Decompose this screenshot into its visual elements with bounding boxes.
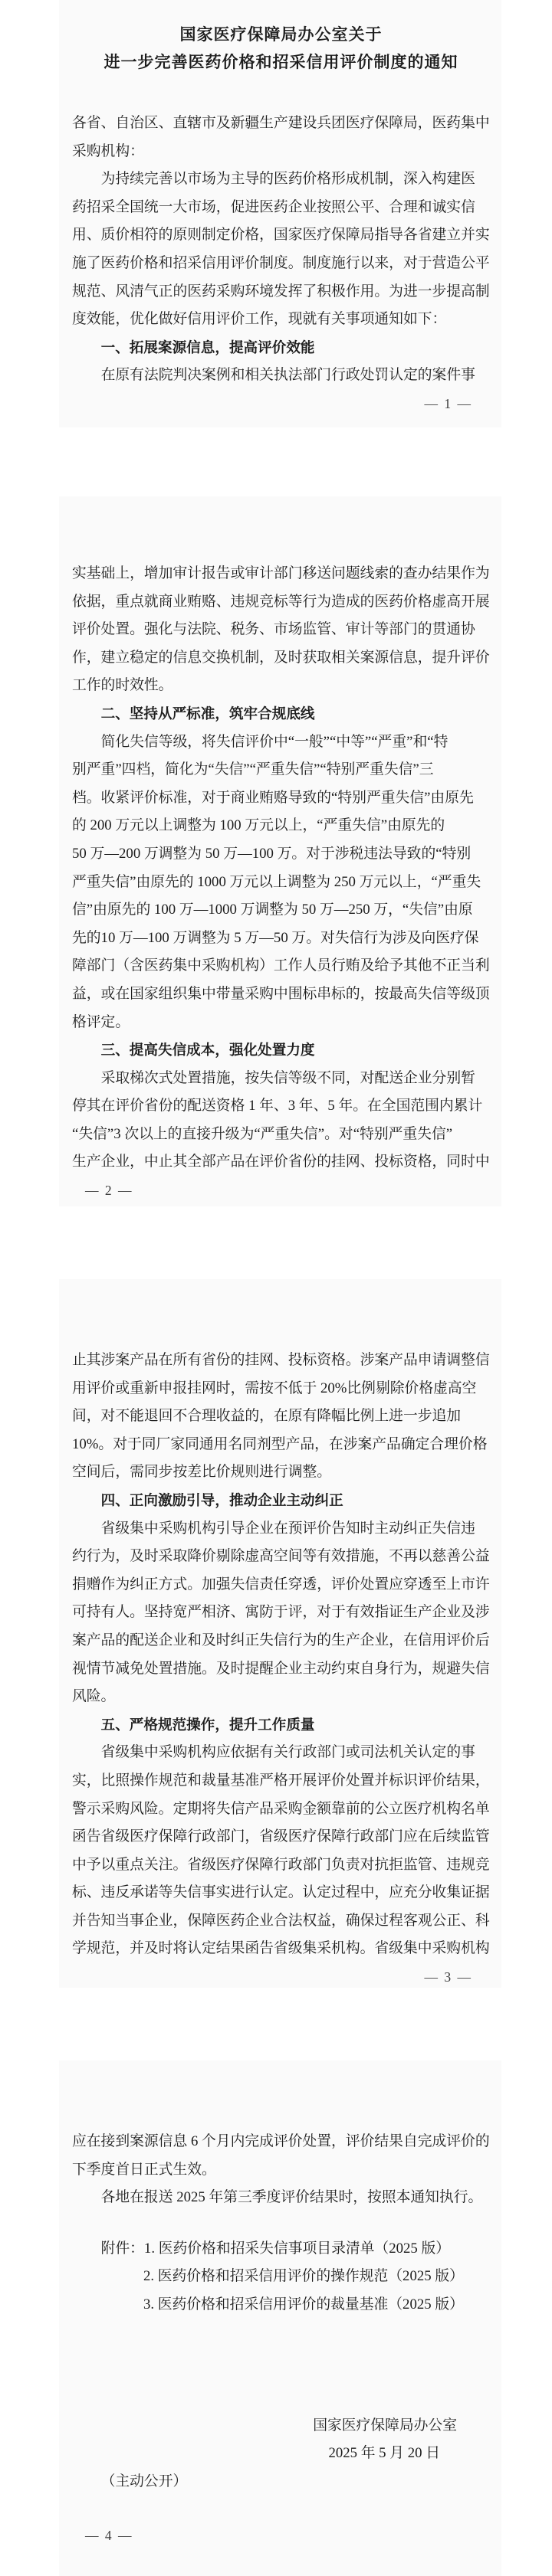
- signature-date: 2025 年 5 月 20 日: [328, 2445, 440, 2462]
- body-line: 实基础上，增加审计报告或审计部门移送问题线索的查办结果作为: [72, 565, 490, 581]
- body-line: 在原有法院判决案例和相关执法部门行政处罚认定的案件事: [100, 367, 475, 384]
- body-line: 各地在报送 2025 年第三季度评价结果时，按照本通知执行。: [100, 2189, 483, 2206]
- page-4: [59, 2060, 501, 2576]
- body-line: “失信”3 次以上的直接升级为“严重失信”。对“特别严重失信”: [72, 1125, 453, 1142]
- body-line: 下季度首日正式生效。: [72, 2161, 216, 2178]
- body-line: 档。收紧评价标准，对于商业贿赂导致的“特别严重失信”由原先: [72, 789, 474, 806]
- body-line: 为持续完善以市场为主导的医药价格形成机制，深入构建医: [100, 171, 475, 188]
- body-line: 评价处置。强化与法院、税务、市场监管、审计等部门的贯通协: [72, 621, 475, 638]
- document-title-line: 国家医疗保障局办公室关于: [179, 25, 383, 44]
- body-line: 用评价或重新申报挂网时，需按不低于 20%比例剔除价格虚高空: [72, 1380, 477, 1396]
- body-line: 作，建立稳定的信息交换机制，及时获取相关案源信息，提升评价: [72, 649, 490, 666]
- body-line: 50 万—200 万调整为 50 万—100 万。对于涉税违法导致的“特别: [72, 845, 472, 862]
- gap-spacer: [72, 2212, 490, 2235]
- body-line: 信”由原先的 100 万—1000 万调整为 50 万—250 万，“失信”由原: [72, 902, 473, 918]
- signature-org: 国家医疗保障局办公室: [313, 2417, 457, 2434]
- gap-spacer: [72, 2319, 490, 2412]
- body-line: 案产品的配送企业和及时纠正失信行为的生产企业，在信用评价后: [72, 1632, 490, 1648]
- body-line: 警示采购风险。定期将失信产品采购金额靠前的公立医疗机构名单: [72, 1800, 490, 1817]
- section-heading: 三、提高失信成本，强化处置力度: [100, 1042, 315, 1059]
- gap-spacer: [72, 2496, 490, 2522]
- body-line: 规范、风清气正的医药采购环境发挥了积极作用。为进一步提高制: [72, 283, 490, 299]
- page-number: — 1 —: [424, 395, 472, 411]
- page-number: — 2 —: [85, 1183, 133, 1199]
- attachment-item: 3. 医药价格和招采信用评价的裁量基准（2025 版）: [143, 2296, 464, 2313]
- gap-spacer: [72, 76, 490, 110]
- body-line: 药招采全国统一大市场，促进医药企业按照公平、合理和诚实信: [72, 198, 475, 215]
- body-line: 简化失信等级，将失信评价中“一般”“中等”“严重”和“特: [100, 733, 449, 750]
- body-line: 障部门（含医药集中采购机构）工作人员行贿及给予其他不正当利: [72, 957, 490, 974]
- body-line: 视情节减免处置措施。及时提醒企业主动约束自身行为，规避失信: [72, 1660, 490, 1677]
- body-line: 实，比照操作规范和裁量基准严格开展评价处置并标识评价结果，: [72, 1772, 490, 1789]
- body-line: 采取梯次式处置措施，按失信等级不同，对配送企业分别暂: [100, 1069, 475, 1086]
- body-line: 学规范，并及时将认定结果函告省级集采机构。省级集中采购机构: [72, 1940, 490, 1957]
- body-line: 度效能，优化做好信用评价工作，现就有关事项通知如下：: [72, 311, 447, 328]
- body-line: 停其在评价省份的配送资格 1 年、3 年、5 年。在全国范围内累计: [72, 1098, 483, 1115]
- body-line: 工作的时效性。: [72, 677, 173, 694]
- body-line: 附件：1. 医药价格和招采失信事项目录清单（2025 版）: [100, 2240, 451, 2257]
- body-line: 捐赠作为纠正方式。加强失信责任穿透，评价处置应穿透至上市许: [72, 1576, 490, 1592]
- body-line: 各省、自治区、直辖市及新疆生产建设兵团医疗保障局，医药集中: [72, 115, 490, 131]
- body-line: 10%。对于同厂家同通用名同剂型产品，在涉案产品确定合理价格: [72, 1435, 488, 1452]
- body-line: 止其涉案产品在所有省份的挂网、投标资格。涉案产品申请调整信: [72, 1352, 490, 1368]
- body-line: 采购机构：: [72, 142, 144, 159]
- body-line: 严重失信”由原先的 1000 万元以上调整为 250 万元以上，“严重失: [72, 873, 481, 890]
- body-line: 标、违反承诺等失信事实进行认定。认定过程中，应充分收集证据: [72, 1884, 490, 1901]
- body-line: 约行为，及时采取降价剔除虚高空间等有效措施，不再以慈善公益: [72, 1548, 490, 1565]
- body-line: 可持有人。坚持宽严相济、寓防于评，对于有效指证生产企业及涉: [72, 1604, 490, 1621]
- page-1: [59, 0, 501, 427]
- attachment-item: 2. 医药价格和招采信用评价的操作规范（2025 版）: [143, 2268, 464, 2285]
- body-line: 益，或在国家组织集中带量采购中围标串标的，按最高失信等级顶: [72, 985, 490, 1002]
- page-3: [59, 1279, 501, 1988]
- body-line: 生产企业，中止其全部产品在评价省份的挂网、投标资格，同时中: [72, 1154, 490, 1170]
- body-line: 格评定。: [72, 1013, 130, 1030]
- section-heading: 二、坚持从严标准，筑牢合规底线: [100, 705, 315, 722]
- body-line: 省级集中采购机构引导企业在预评价告知时主动纠正失信违: [100, 1520, 475, 1537]
- body-line: 的 200 万元以上调整为 100 万元以上，“严重失信”由原先的: [72, 817, 445, 834]
- body-line: 先的10 万—100 万调整为 5 万—50 万。对失信行为涉及向医疗保: [72, 929, 479, 946]
- body-line: 风险。: [72, 1688, 116, 1705]
- body-line: 用、质价相符的原则制定价格，国家医疗保障局指导各省建立并实: [72, 227, 490, 244]
- body-line: 中予以重点关注。省级医疗保障行政部门负责对抗拒监管、违规竞: [72, 1856, 490, 1873]
- section-heading: 五、严格规范操作，提升工作质量: [100, 1716, 315, 1733]
- body-line: 施了医药价格和招采信用评价制度。制度施行以来，对于营造公平: [72, 254, 490, 271]
- body-line: 函告省级医疗保障行政部门，省级医疗保障行政部门应在后续监管: [72, 1828, 490, 1845]
- body-line: 并告知当事企业，保障医药企业合法权益，确保过程客观公正、科: [72, 1912, 490, 1929]
- page-number: — 4 —: [85, 2528, 133, 2544]
- page-number: — 3 —: [424, 1969, 472, 1985]
- page-2: [59, 496, 501, 1206]
- publicity-note: （主动公开）: [100, 2473, 188, 2489]
- body-line: 应在接到案源信息 6 个月内完成评价处置，评价结果自完成评价的: [72, 2133, 490, 2149]
- body-line: 别严重”四档，简化为“失信”“严重失信”“特别严重失信”三: [72, 761, 434, 778]
- body-line: 依据，重点就商业贿赂、违规竞标等行为造成的医药价格虚高开展: [72, 593, 490, 610]
- body-line: 间，对不能退回不合理收益的，在原有降幅比例上进一步追加: [72, 1408, 462, 1425]
- body-line: 空间后，需同步按差比价规则进行调整。: [72, 1464, 332, 1481]
- section-heading: 四、正向激励引导，推动企业主动纠正: [100, 1491, 343, 1508]
- document-title-line: 进一步完善医药价格和招采信用评价制度的通知: [104, 53, 458, 71]
- body-line: 省级集中采购机构应依据有关行政部门或司法机关认定的事: [100, 1744, 475, 1761]
- section-heading: 一、拓展案源信息，提高评价效能: [100, 339, 315, 355]
